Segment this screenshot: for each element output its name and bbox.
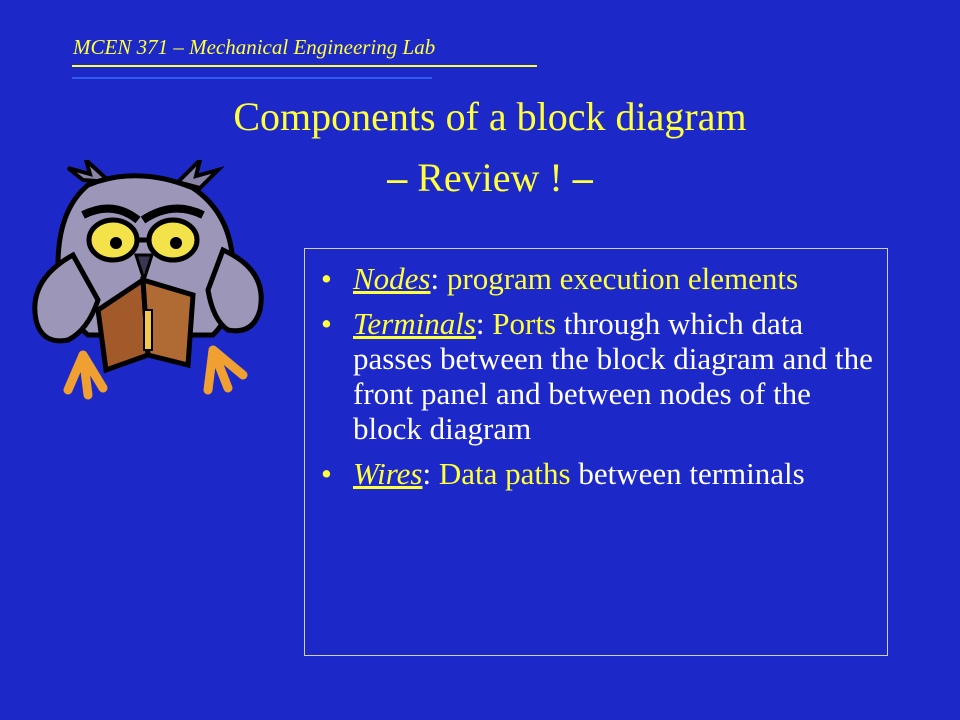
bullet-separator: :	[475, 306, 493, 341]
bullet-separator: :	[422, 456, 439, 491]
bullet-glyph: •	[321, 306, 332, 341]
title-dash-left: –	[387, 155, 408, 200]
bullet-highlight: Data paths	[438, 456, 571, 491]
title-review: Review !	[407, 155, 573, 200]
content-textbox	[304, 248, 888, 656]
bullet-separator: :	[430, 261, 447, 296]
course-underline	[72, 65, 537, 67]
bullet-glyph: •	[321, 456, 332, 491]
title-dash-right: –	[572, 155, 593, 200]
owl-reading-icon	[28, 160, 288, 410]
bullet-term: Terminals	[353, 306, 476, 341]
bullet-list	[315, 261, 875, 501]
bullet-rest: through which data passes between the block diagram and the front panel and between nodes of the block diagram	[353, 306, 873, 446]
bullet-item-wires	[315, 456, 875, 491]
slide-title: Components of a block diagram	[233, 94, 747, 139]
decorative-rule	[72, 77, 432, 79]
bullet-term: Wires	[353, 456, 423, 491]
bullet-highlight: program execution elements	[446, 261, 799, 296]
bullet-glyph: •	[321, 261, 332, 296]
bullet-item-nodes	[315, 261, 875, 296]
bullet-item-terminals	[315, 306, 875, 446]
bullet-term: Nodes	[353, 261, 431, 296]
course-header: MCEN 371 – Mechanical Engineering Lab	[73, 35, 436, 59]
bullet-rest: between terminals	[570, 456, 805, 491]
bullet-highlight: Ports	[492, 306, 557, 341]
